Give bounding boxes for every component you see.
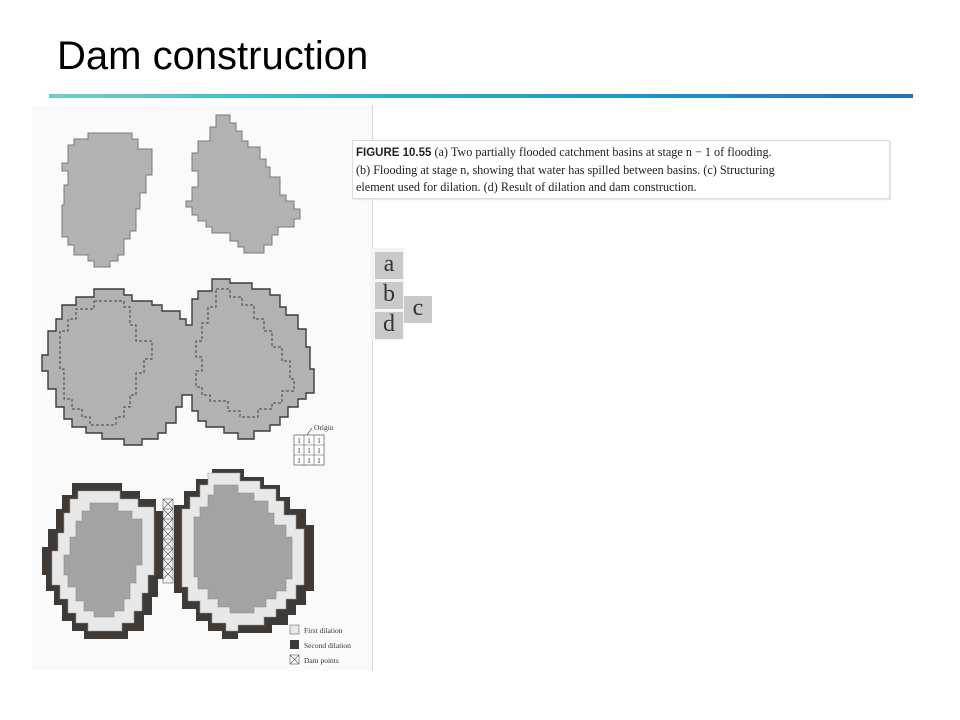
panel-label-a: a xyxy=(375,252,403,279)
panel-b-merged-region xyxy=(42,279,314,445)
se-cell: 1 xyxy=(307,436,311,445)
caption-figure-number: FIGURE 10.55 xyxy=(356,147,432,159)
figure-caption xyxy=(352,140,890,199)
se-cell: 1 xyxy=(297,456,301,465)
figure-image-panel xyxy=(32,105,373,671)
watershed-figure xyxy=(32,105,372,671)
caption-line-2: (b) Flooding at stage n, showing that water has spilled between basins. (c) Structuring xyxy=(356,163,775,177)
legend-second-dilation-swatch xyxy=(290,640,299,649)
caption-text xyxy=(356,144,888,196)
se-cell: 1 xyxy=(307,446,311,455)
title-divider xyxy=(49,94,913,98)
panel-a-basins xyxy=(62,115,300,267)
se-cell: 1 xyxy=(297,436,301,445)
se-cell: 1 xyxy=(307,456,311,465)
se-cell: 1 xyxy=(317,446,321,455)
panel-a-right-basin xyxy=(186,115,300,253)
origin-label: Origin xyxy=(314,423,334,432)
slide-title: Dam construction xyxy=(57,34,369,78)
panel-b-basins xyxy=(42,279,314,445)
panel-label-d: d xyxy=(375,312,403,339)
legend-second-dilation-label: Second dilation xyxy=(304,641,351,650)
legend-first-dilation-label: First dilation xyxy=(304,626,343,635)
panel-label-c: c xyxy=(404,296,432,323)
legend-dam-points-label: Dam points xyxy=(304,656,339,665)
structuring-element xyxy=(294,423,334,465)
caption-line-3: element used for dilation. (d) Result of dilation and dam construction. xyxy=(356,180,697,194)
panel-label-b: b xyxy=(375,282,403,309)
panel-a-left-basin xyxy=(62,133,152,267)
caption-line-1: (a) Two partially flooded catchment basins at stage n − 1 of flooding. xyxy=(434,145,772,159)
se-cell: 1 xyxy=(317,436,321,445)
dam-points xyxy=(163,499,173,583)
panel-d-result xyxy=(42,469,314,639)
legend-first-dilation-swatch xyxy=(290,625,299,634)
se-cell: 1 xyxy=(317,456,321,465)
figure-legend xyxy=(290,625,351,665)
se-cell: 1 xyxy=(297,446,301,455)
